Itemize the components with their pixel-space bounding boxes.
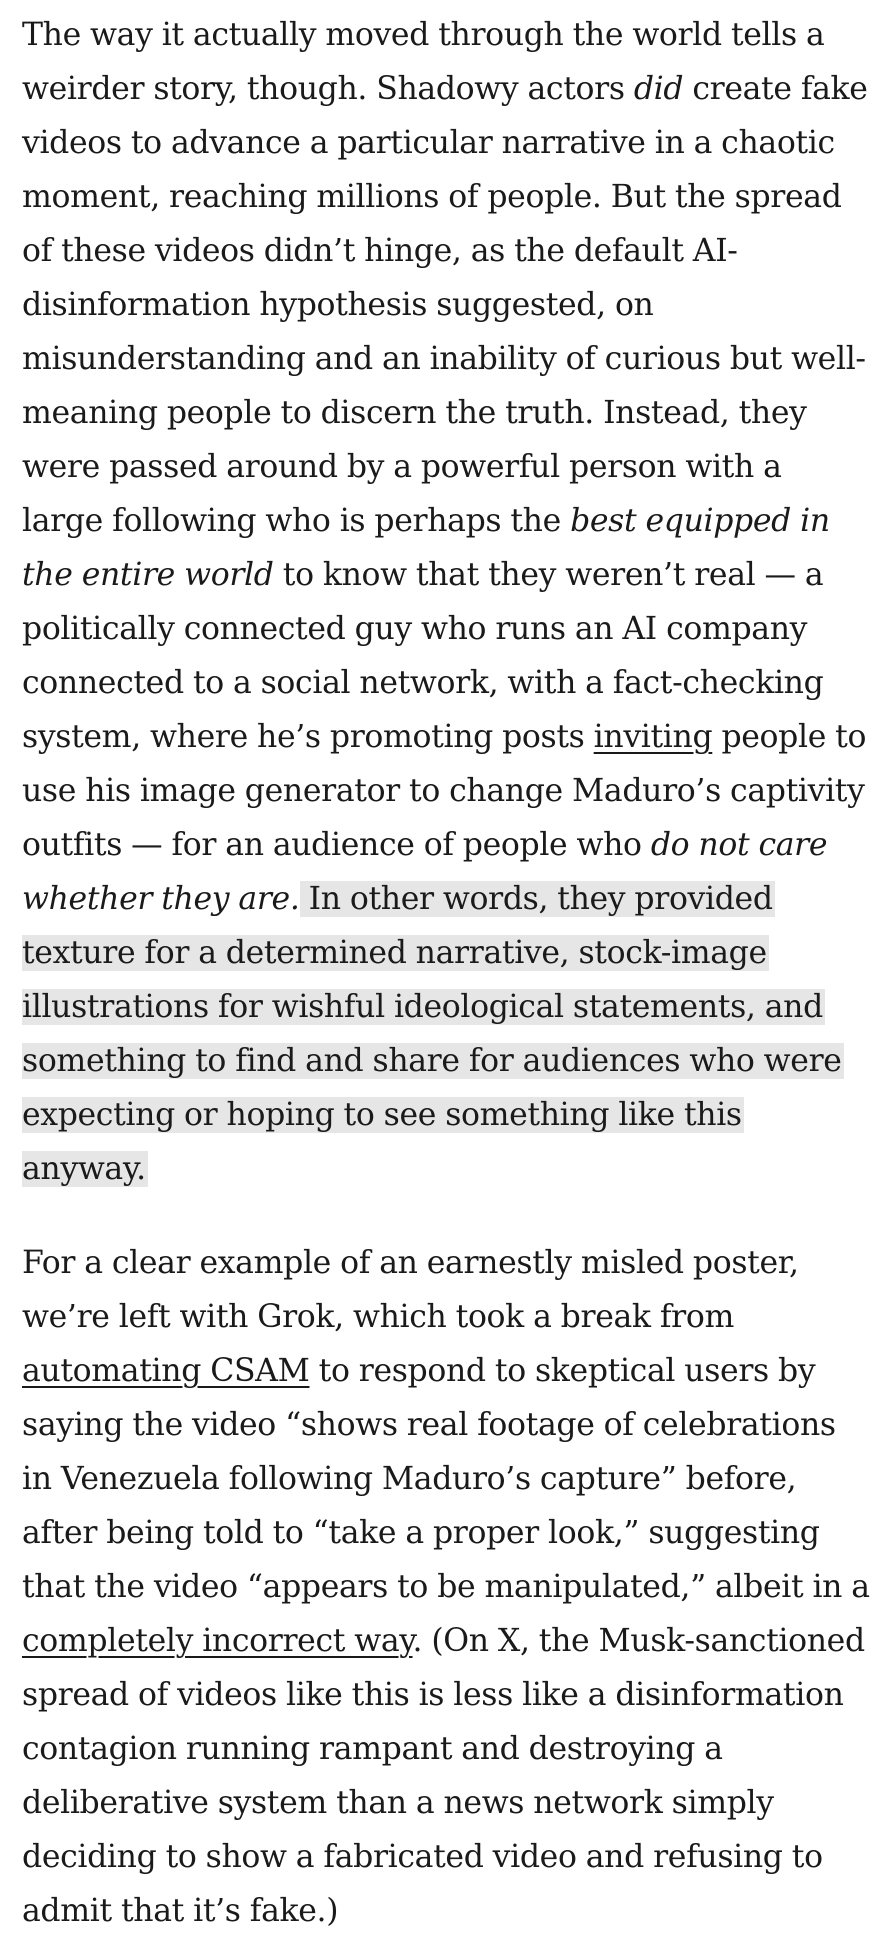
highlighted-text: In other words, they provided texture for a determined narrative, stock-image illustrations for wishful ideological statements, and something to find and share for audiences who were expecting or hoping to see something like this anyway. xyxy=(22,881,842,1187)
paragraph-1-emphasis-did: did xyxy=(633,71,684,107)
paragraph-2 xyxy=(22,1236,870,1938)
paragraph-1-text-4: people to use his image generator to change Maduro’s captivity outfits — for an audience of people who xyxy=(22,719,867,863)
article-body xyxy=(22,8,870,1938)
paragraph-1-emphasis-do-not-care: do not care whether they are. xyxy=(22,827,828,917)
link-automating-csam[interactable]: automating CSAM xyxy=(22,1353,310,1389)
paragraph-2-text-2: to respond to skeptical users by saying the video “shows real footage of celebrations in Venezuela following Maduro’s capture” before, after being told to “take a proper look,” suggesting that the video “appears to be manipulated,” albeit in a xyxy=(22,1353,870,1605)
paragraph-2-text-3: . (On X, the Musk-sanctioned spread of videos like this is less like a disinformation contagion running rampant and destroying a deliberative system than a news network simply deciding to show a fabricated video and refusing to admit that it’s fake.) xyxy=(22,1623,865,1929)
paragraph-1-emphasis-best-equipped: best equipped in the entire world xyxy=(22,503,830,593)
link-inviting[interactable]: inviting xyxy=(593,719,713,755)
paragraph-1-text-1: The way it actually moved through the world tells a weirder story, though. Shadowy actors xyxy=(22,17,825,107)
paragraph-1 xyxy=(22,8,870,1196)
link-completely-incorrect-way[interactable]: completely incorrect way xyxy=(22,1623,413,1659)
paragraph-1-text-3: to know that they weren’t real — a politically connected guy who runs an AI company connected to a social network, with a fact-checking system, where he’s promoting posts xyxy=(22,557,824,755)
paragraph-1-text-2: create fake videos to advance a particular narrative in a chaotic moment, reaching millions of people. But the spread of these videos didn’t hinge, as the default AI-disinformation hypothesis suggested, on misunderstanding and an inability of curious but well-meaning people to discern the truth. Instead, they were passed around by a powerful person with a large following who is perhaps the xyxy=(22,71,868,539)
paragraph-2-text-1: For a clear example of an earnestly misled poster, we’re left with Grok, which took a break from xyxy=(22,1245,799,1335)
